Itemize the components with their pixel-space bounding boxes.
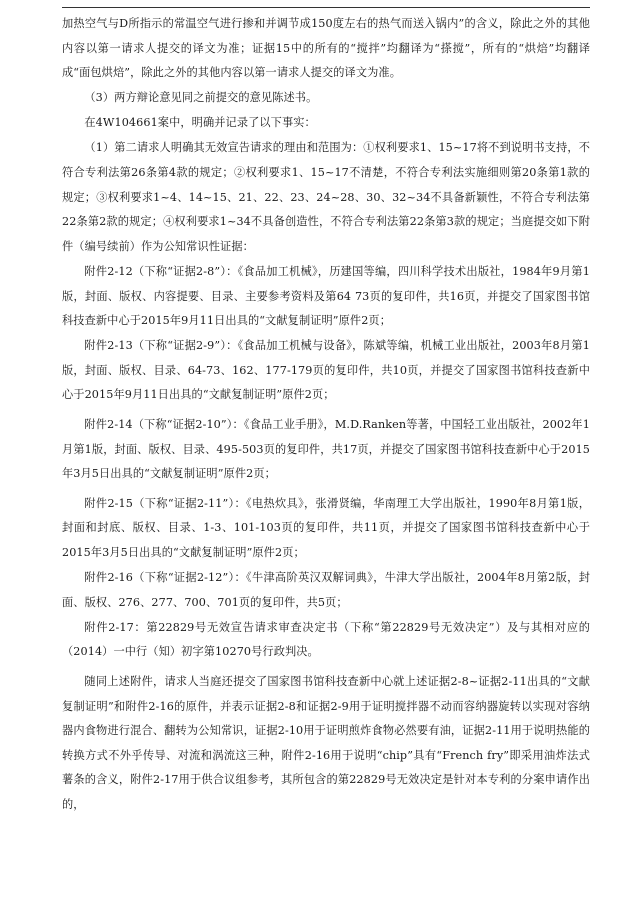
document-body (62, 12, 590, 818)
paragraph-continuation: 加热空气与D所指示的常温空气进行掺和并调节成150度左右的热气而送入锅内”的含义，除此之外的其他内容以第一请求人提交的译文为准；证据15中的所有的“搅拌”均翻译为“搽搅”，所有的“烘焙”均翻译成“面包烘焙”，除此之外的其他内容以第一请求人提交的译文为准。 (62, 17, 590, 80)
paragraph-annex-2-15: 附件2-15（下称“证据2-11”）：《电热炊具》，张滑贤编，华南理工大学出版社，1990年8月第1版，封面和封底、版权、目录、1-3、101-103页的复印件，共11页，并提交了国家图书馆科技查新中心于2015年3月5日出具的“文献复制证明”原件2页； (62, 496, 590, 559)
paragraph-annex-2-16: 附件2-16（下称“证据2-12”）：《牛津高阶英汉双解词典》，牛津大学出版社，2004年8月第2版，封面、版权、276、277、700、701页的复印件，共5页； (62, 571, 590, 609)
paragraph-annex-2-12: 附件2-12（下称“证据2-8”）：《食品加工机械》，历建国等编，四川科学技术出版社，1984年9月第1版，封面、版权、内容提要、目录、主要参考资料及第64 73页的复印件，共16页，并提交了国家图书馆科技查新中心于2015年9月11日出具的“文献复制证明”原件2页； (62, 264, 590, 328)
paragraph-annex-2-14: 附件2-14（下称“证据2-10”）：《食品工业手册》，M.D.Ranken等著，中国轻工业出版社，2002年1月第1版，封面、版权、目录、495-503页的复印件，共17页，并提交了国家图书馆科技查新中心于2015年3月5日出具的“文献复制证明”原件2页； (62, 418, 590, 481)
paragraph-debate-opinion: （3）两方辩论意见同之前提交的意见陈述书。 (84, 91, 318, 105)
paragraph-submission-note: 随同上述附件，请求人当庭还提交了国家图书馆科技查新中心就上述证据2-8~证据2-11出具的“文献复制证明”和附件2-16的原件，并表示证据2-8和证据2-9用于证明搅拌器不动而容纳器旋转以实现对容纳器内食物进行混合、翻转为公知常识，证据2-10用于证明煎炸食物必然要有油，证据2-11用于说明热能的转换方式不外乎传导、对流和涡流这三种，附件2-16用于说明“chip”具有“French fry”即采用油炸法式薯条的含义，附件2-17用于供合议组参考，其所包含的第22829号无效决定是针对本专利的分案申请作出的， (62, 674, 590, 811)
paragraph-case-facts: 在4W104661案中，明确并记录了以下事实： (84, 116, 316, 130)
paragraph-annex-2-13: 附件2-13（下称“证据2-9”）：《食品加工机械与设备》，陈斌等编，机械工业出版社，2003年8月第1版，封面、版权、目录、64-73、162、177-179页的复印件，共10页，并提交了国家图书馆科技查新中心于2015年9月11日出具的“文献复制证明”原件2页； (62, 339, 590, 402)
paragraph-annex-2-17: 附件2-17：第22829号无效宣告请求审查决定书（下称“第22829号无效决定”）及与其相对应的（2014）一中行（知）初字第10270号行政判决。 (62, 620, 590, 659)
paragraph-second-requester: （1）第二请求人明确其无效宣告请求的理由和范围为：①权利要求1、15~17将不到说明书支持，不符合专利法第26条第4款的规定；②权利要求1、15~17不清楚，不符合专利法实施细则第20条第1款的规定；③权利要求1~4、14~15、21、22、23、24~28、30、32~34不具备新颖性，不符合专利法第22条第2款的规定；④权利要求1~34不具备创造性，不符合专利法第22条第3款的规定；当庭提交如下附件（编号续前）作为公知常识性证据： (62, 141, 590, 253)
header-rule (62, 7, 590, 8)
